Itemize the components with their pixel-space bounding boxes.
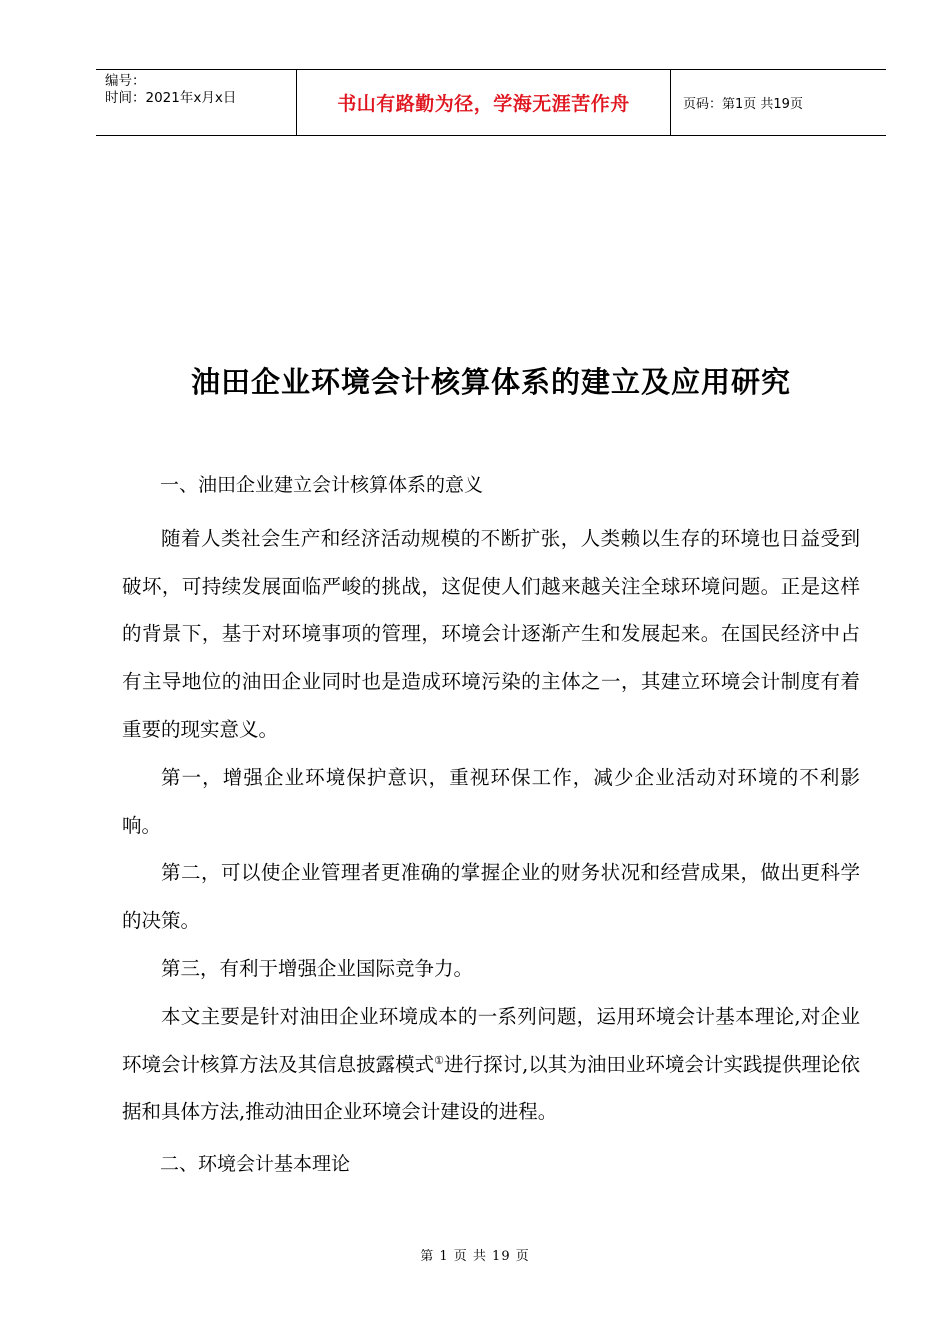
paragraph-4: 第三，有利于增强企业国际竞争力。	[161, 956, 474, 980]
document-body	[122, 462, 860, 1189]
footnote-marker[interactable]: ①	[434, 1053, 445, 1067]
paragraph-5	[122, 993, 860, 1136]
paragraph-2: 第一，增强企业环境保护意识，重视环保工作，减少企业活动对环境的不利影响。	[122, 765, 860, 837]
paragraph-5-lead: 本文主要是针对油田企业环境成本的一系列问题	[161, 1004, 577, 1028]
section-heading-2: 二、环境会计基本理论	[160, 1153, 351, 1176]
header-motto-cell	[297, 70, 671, 135]
page-code: 页码：第1页 共19页	[683, 97, 803, 112]
page-footer: 第 1 页 共 19 页	[420, 1249, 530, 1264]
number-label: 编号：	[105, 73, 146, 89]
motto-text: 书山有路勤为径，学海无涯苦作舟	[337, 93, 630, 115]
time-label: 时间：2021年x月x日	[105, 90, 237, 106]
paragraph-5-part-a: ，运用环境会计基本理论,对企业环境会计核算方法及其信息披露模式	[122, 1004, 860, 1076]
page-header	[96, 69, 886, 136]
paragraph-3: 第二，可以使企业管理者更准确的掌握企业的财务状况和经营成果，做出更科学的决策。	[122, 861, 860, 933]
header-meta-cell	[96, 70, 297, 135]
section-heading-1: 一、油田企业建立会计核算体系的意义	[160, 474, 484, 496]
header-page-cell	[671, 70, 886, 135]
paragraph-1: 随着人类社会生产和经济活动规模的不断扩张，人类赖以生存的环境也日益受到破坏，可持续发展面临严峻的挑战，这促使人们越来越关注全球环境问题。正是这样的背景下，基于对环境事项的管理，环境会计逐渐产生和发展起来。在国民经济中占有主导地位的油田企业同时也是造成环境污染的主体之一，其建立环境会计制度有着重要的现实意义。	[122, 526, 860, 741]
document-title: 油田企业环境会计核算体系的建立及应用研究	[190, 365, 791, 399]
paragraph-5-part-b: 进行探讨,以其为油田业环境会计实践提供理论依据和具体方法,推动油田企业环境会计建设的进程。	[122, 1052, 860, 1124]
